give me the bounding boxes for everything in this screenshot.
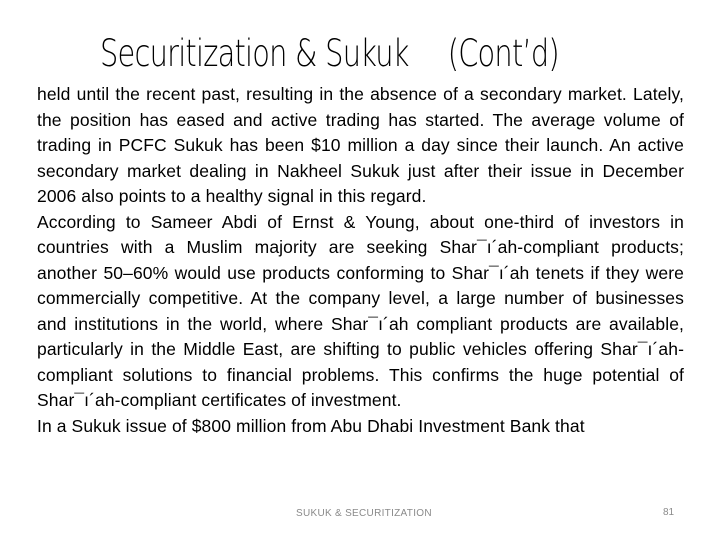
- paragraph-continuation: held until the recent past, resulting in the absence of a secondary market. Lately, the position has eased and active trading has started. The average volume of trading in PCFC Sukuk has been $10 million a day since their launch. An active secondary market dealing in Nakheel Sukuk just after their issue in December 2006 also points to a healthy signal in this regard.: [37, 84, 684, 206]
- paragraph-sameer-abdi: According to Sameer Abdi of Ernst & Young, about one-third of investors in countries with a Muslim majority are seeking Shar¯ı´ah-compliant products; another 50–60% would use products conforming to Shar¯ı´ah tenets if they were commercially competitive. At the company level, a large number of businesses and institutions in the world, where Shar¯ı´ah compliant products are available, particularly in the Middle East, are shifting to public vehicles offering Shar¯ı´ah-compliant solutions to financial problems. This confirms the huge potential of Shar¯ı´ah-compliant certificates of investment.: [37, 211, 684, 410]
- page-number: 81: [663, 507, 675, 518]
- paragraph-sukuk-issue: In a Sukuk issue of $800 million from Abu Dhabi Investment Bank that: [37, 415, 585, 436]
- slide-title-suffix: (Cont’d): [447, 32, 559, 75]
- slide-body: [37, 82, 684, 439]
- slide-title: [100, 30, 568, 78]
- footer-text: SUKUK & SECURITIZATION: [296, 508, 432, 519]
- slide-title-main: Securitization & Sukuk: [100, 32, 409, 75]
